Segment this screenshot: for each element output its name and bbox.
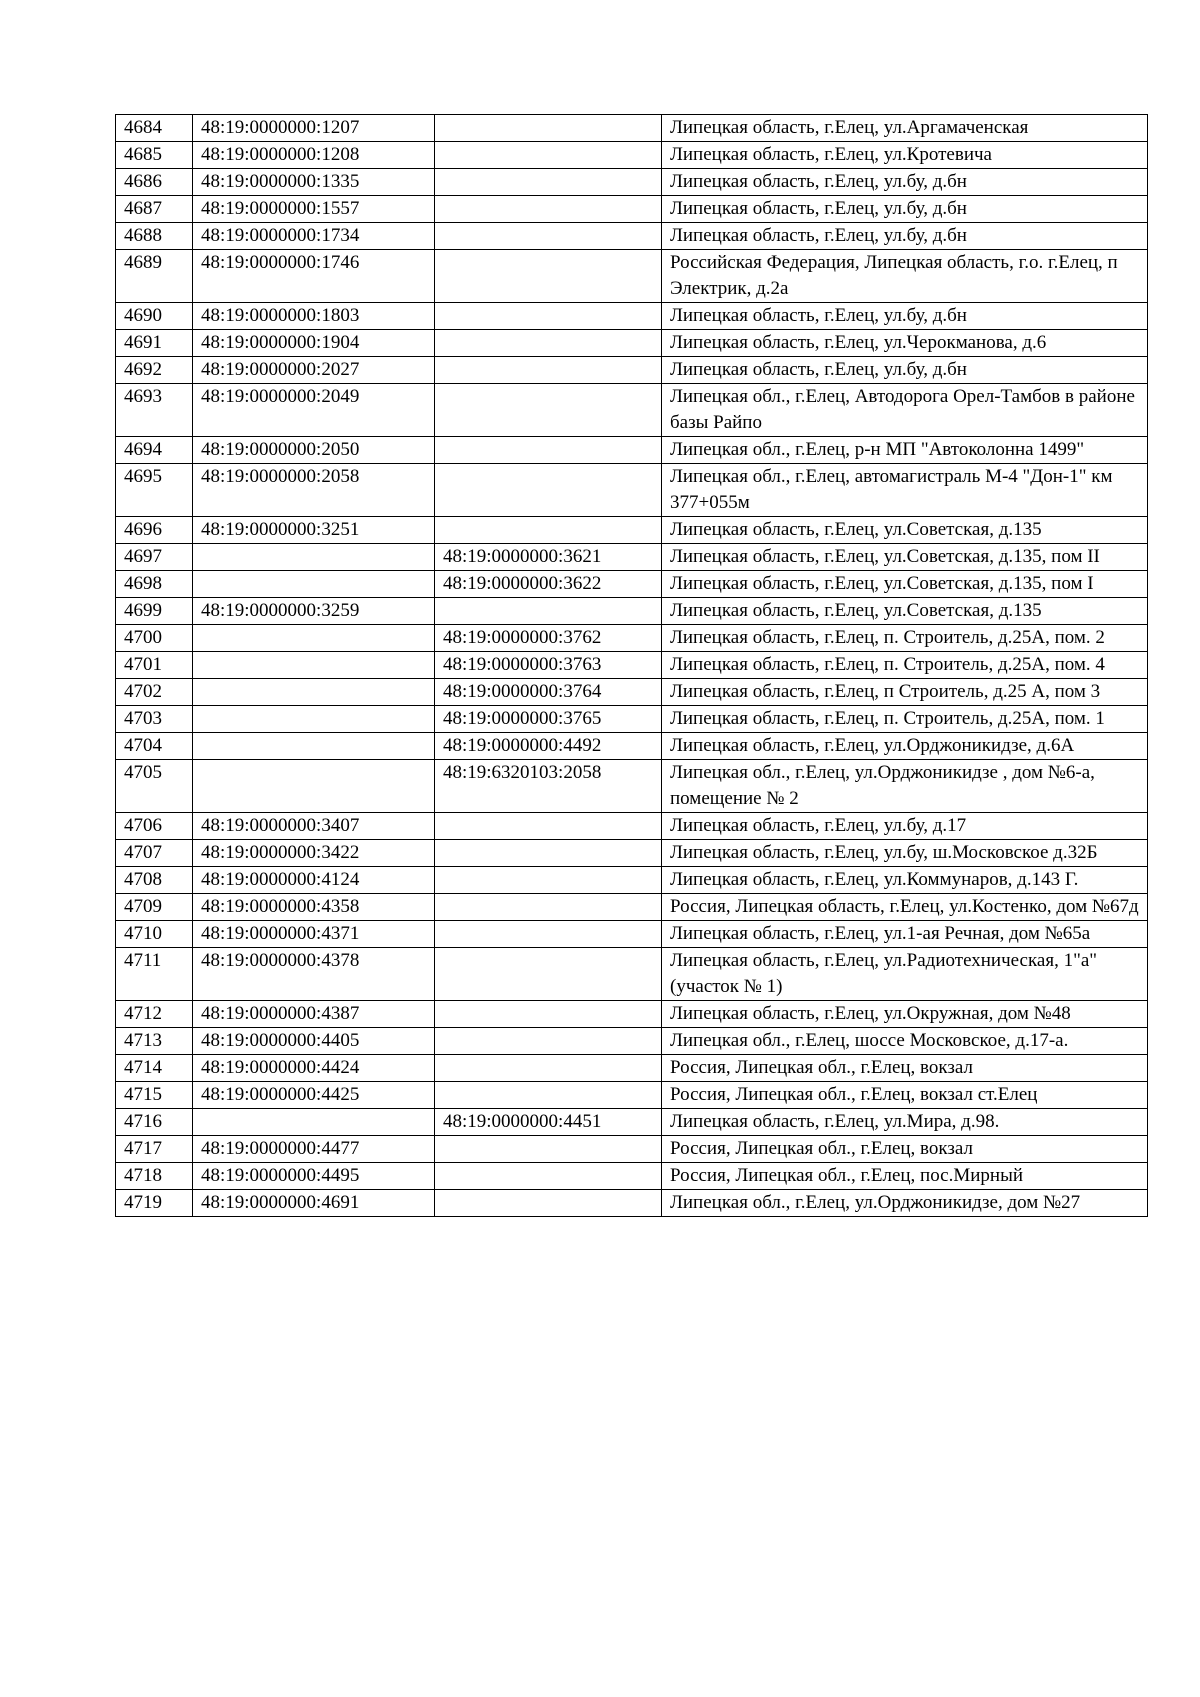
address-cell: Липецкая обл., г.Елец, автомагистраль М-4 "Дон-1" км 377+055м (662, 464, 1148, 517)
premise-cadastral-number-cell (435, 948, 662, 1001)
table-row (116, 706, 1148, 733)
plot-cadastral-number-cell: 48:19:0000000:3407 (193, 813, 435, 840)
table-row (116, 625, 1148, 652)
table-row (116, 142, 1148, 169)
premise-cadastral-number-cell: 48:19:0000000:3765 (435, 706, 662, 733)
plot-cadastral-number-cell: 48:19:0000000:3251 (193, 517, 435, 544)
address-cell: Липецкая обл., г.Елец, р-н МП "Автоколонна 1499" (662, 437, 1148, 464)
row-number-cell: 4709 (116, 894, 193, 921)
address-cell: Липецкая область, г.Елец, ул.бу, д.бн (662, 169, 1148, 196)
table-row (116, 303, 1148, 330)
address-cell: Липецкая область, г.Елец, ул.Окружная, дом №48 (662, 1001, 1148, 1028)
row-number-cell: 4715 (116, 1082, 193, 1109)
table-row (116, 894, 1148, 921)
address-cell: Липецкая область, г.Елец, ул.Мира, д.98. (662, 1109, 1148, 1136)
plot-cadastral-number-cell: 48:19:0000000:4424 (193, 1055, 435, 1082)
premise-cadastral-number-cell: 48:19:0000000:4492 (435, 733, 662, 760)
premise-cadastral-number-cell (435, 840, 662, 867)
plot-cadastral-number-cell: 48:19:0000000:1803 (193, 303, 435, 330)
address-cell: Липецкая область, г.Елец, ул.Советская, д.135, пом I (662, 571, 1148, 598)
premise-cadastral-number-cell (435, 142, 662, 169)
premise-cadastral-number-cell (435, 894, 662, 921)
address-cell: Россия, Липецкая обл., г.Елец, вокзал ст.Елец (662, 1082, 1148, 1109)
row-number-cell: 4708 (116, 867, 193, 894)
premise-cadastral-number-cell (435, 196, 662, 223)
premise-cadastral-number-cell (435, 813, 662, 840)
table-row (116, 571, 1148, 598)
row-number-cell: 4695 (116, 464, 193, 517)
premise-cadastral-number-cell (435, 1190, 662, 1217)
table-row (116, 517, 1148, 544)
premise-cadastral-number-cell: 48:19:0000000:3763 (435, 652, 662, 679)
address-cell: Липецкая область, г.Елец, ул.бу, д.бн (662, 357, 1148, 384)
premise-cadastral-number-cell (435, 867, 662, 894)
address-cell: Липецкая область, г.Елец, ул.Кротевича (662, 142, 1148, 169)
plot-cadastral-number-cell: 48:19:0000000:4477 (193, 1136, 435, 1163)
plot-cadastral-number-cell: 48:19:0000000:4425 (193, 1082, 435, 1109)
plot-cadastral-number-cell (193, 706, 435, 733)
premise-cadastral-number-cell (435, 330, 662, 357)
address-cell: Липецкая область, г.Елец, ул.бу, д.бн (662, 196, 1148, 223)
premise-cadastral-number-cell: 48:19:0000000:3622 (435, 571, 662, 598)
table-row (116, 357, 1148, 384)
row-number-cell: 4705 (116, 760, 193, 813)
row-number-cell: 4685 (116, 142, 193, 169)
premise-cadastral-number-cell (435, 384, 662, 437)
row-number-cell: 4689 (116, 250, 193, 303)
premise-cadastral-number-cell (435, 250, 662, 303)
address-cell: Россия, Липецкая обл., г.Елец, пос.Мирный (662, 1163, 1148, 1190)
address-cell: Липецкая область, г.Елец, ул.1-ая Речная, дом №65а (662, 921, 1148, 948)
premise-cadastral-number-cell (435, 517, 662, 544)
plot-cadastral-number-cell: 48:19:0000000:4691 (193, 1190, 435, 1217)
premise-cadastral-number-cell (435, 1055, 662, 1082)
premise-cadastral-number-cell (435, 1001, 662, 1028)
table-row (116, 921, 1148, 948)
plot-cadastral-number-cell: 48:19:0000000:2050 (193, 437, 435, 464)
table-row (116, 598, 1148, 625)
plot-cadastral-number-cell: 48:19:0000000:4378 (193, 948, 435, 1001)
registry-table-body (116, 115, 1148, 1217)
row-number-cell: 4696 (116, 517, 193, 544)
table-row (116, 1136, 1148, 1163)
table-row (116, 196, 1148, 223)
table-row (116, 1109, 1148, 1136)
row-number-cell: 4703 (116, 706, 193, 733)
row-number-cell: 4686 (116, 169, 193, 196)
address-cell: Липецкая область, г.Елец, ул.Радиотехническая, 1"а" (участок № 1) (662, 948, 1148, 1001)
table-row (116, 1055, 1148, 1082)
row-number-cell: 4706 (116, 813, 193, 840)
address-cell: Липецкая область, г.Елец, ул.Советская, д.135 (662, 517, 1148, 544)
row-number-cell: 4698 (116, 571, 193, 598)
row-number-cell: 4718 (116, 1163, 193, 1190)
premise-cadastral-number-cell (435, 115, 662, 142)
table-row (116, 1082, 1148, 1109)
row-number-cell: 4688 (116, 223, 193, 250)
address-cell: Липецкая область, г.Елец, ул.Аргамаченская (662, 115, 1148, 142)
plot-cadastral-number-cell: 48:19:0000000:1557 (193, 196, 435, 223)
row-number-cell: 4694 (116, 437, 193, 464)
plot-cadastral-number-cell: 48:19:0000000:1746 (193, 250, 435, 303)
row-number-cell: 4714 (116, 1055, 193, 1082)
premise-cadastral-number-cell (435, 169, 662, 196)
premise-cadastral-number-cell (435, 598, 662, 625)
row-number-cell: 4711 (116, 948, 193, 1001)
plot-cadastral-number-cell (193, 625, 435, 652)
address-cell: Липецкая область, г.Елец, ул.бу, д.бн (662, 303, 1148, 330)
plot-cadastral-number-cell: 48:19:0000000:4358 (193, 894, 435, 921)
plot-cadastral-number-cell: 48:19:0000000:2027 (193, 357, 435, 384)
table-row (116, 948, 1148, 1001)
premise-cadastral-number-cell (435, 357, 662, 384)
row-number-cell: 4699 (116, 598, 193, 625)
registry-table (115, 114, 1148, 1217)
premise-cadastral-number-cell (435, 223, 662, 250)
plot-cadastral-number-cell (193, 571, 435, 598)
row-number-cell: 4690 (116, 303, 193, 330)
plot-cadastral-number-cell: 48:19:0000000:4387 (193, 1001, 435, 1028)
premise-cadastral-number-cell: 48:19:0000000:4451 (435, 1109, 662, 1136)
row-number-cell: 4693 (116, 384, 193, 437)
address-cell: Россия, Липецкая обл., г.Елец, вокзал (662, 1055, 1148, 1082)
premise-cadastral-number-cell (435, 921, 662, 948)
address-cell: Россия, Липецкая область, г.Елец, ул.Костенко, дом №67д (662, 894, 1148, 921)
address-cell: Липецкая область, г.Елец, п Строитель, д.25 А, пом 3 (662, 679, 1148, 706)
row-number-cell: 4687 (116, 196, 193, 223)
table-row (116, 464, 1148, 517)
plot-cadastral-number-cell: 48:19:0000000:2049 (193, 384, 435, 437)
premise-cadastral-number-cell: 48:19:0000000:3764 (435, 679, 662, 706)
plot-cadastral-number-cell (193, 1109, 435, 1136)
address-cell: Липецкая область, г.Елец, ул.Советская, д.135 (662, 598, 1148, 625)
plot-cadastral-number-cell: 48:19:0000000:1904 (193, 330, 435, 357)
row-number-cell: 4717 (116, 1136, 193, 1163)
address-cell: Липецкая обл., г.Елец, шоссе Московское, д.17-а. (662, 1028, 1148, 1055)
plot-cadastral-number-cell: 48:19:0000000:3259 (193, 598, 435, 625)
address-cell: Липецкая область, г.Елец, п. Строитель, д.25А, пом. 1 (662, 706, 1148, 733)
plot-cadastral-number-cell: 48:19:0000000:4405 (193, 1028, 435, 1055)
table-row (116, 437, 1148, 464)
premise-cadastral-number-cell: 48:19:0000000:3762 (435, 625, 662, 652)
plot-cadastral-number-cell: 48:19:0000000:1208 (193, 142, 435, 169)
plot-cadastral-number-cell: 48:19:0000000:4371 (193, 921, 435, 948)
address-cell: Липецкая область, г.Елец, ул.бу, д.17 (662, 813, 1148, 840)
table-row (116, 813, 1148, 840)
row-number-cell: 4716 (116, 1109, 193, 1136)
table-row (116, 840, 1148, 867)
table-row (116, 115, 1148, 142)
address-cell: Липецкая область, г.Елец, п. Строитель, д.25А, пом. 4 (662, 652, 1148, 679)
address-cell: Липецкая область, г.Елец, ул.Коммунаров, д.143 Г. (662, 867, 1148, 894)
premise-cadastral-number-cell (435, 464, 662, 517)
address-cell: Липецкая обл., г.Елец, Автодорога Орел-Тамбов в районе базы Райпо (662, 384, 1148, 437)
table-row (116, 867, 1148, 894)
plot-cadastral-number-cell: 48:19:0000000:4124 (193, 867, 435, 894)
plot-cadastral-number-cell: 48:19:0000000:1734 (193, 223, 435, 250)
table-row (116, 330, 1148, 357)
row-number-cell: 4707 (116, 840, 193, 867)
plot-cadastral-number-cell (193, 679, 435, 706)
premise-cadastral-number-cell (435, 1082, 662, 1109)
premise-cadastral-number-cell (435, 303, 662, 330)
premise-cadastral-number-cell (435, 1028, 662, 1055)
address-cell: Липецкая обл., г.Елец, ул.Орджоникидзе , дом №6-а, помещение № 2 (662, 760, 1148, 813)
premise-cadastral-number-cell (435, 1163, 662, 1190)
row-number-cell: 4710 (116, 921, 193, 948)
row-number-cell: 4697 (116, 544, 193, 571)
plot-cadastral-number-cell: 48:19:0000000:1207 (193, 115, 435, 142)
table-row (116, 733, 1148, 760)
address-cell: Российская Федерация, Липецкая область, г.о. г.Елец, п Электрик, д.2а (662, 250, 1148, 303)
plot-cadastral-number-cell: 48:19:0000000:1335 (193, 169, 435, 196)
plot-cadastral-number-cell: 48:19:0000000:2058 (193, 464, 435, 517)
premise-cadastral-number-cell (435, 437, 662, 464)
table-row (116, 679, 1148, 706)
premise-cadastral-number-cell (435, 1136, 662, 1163)
row-number-cell: 4702 (116, 679, 193, 706)
table-row (116, 250, 1148, 303)
table-row (116, 1163, 1148, 1190)
address-cell: Липецкая обл., г.Елец, ул.Орджоникидзе, дом №27 (662, 1190, 1148, 1217)
address-cell: Россия, Липецкая обл., г.Елец, вокзал (662, 1136, 1148, 1163)
premise-cadastral-number-cell: 48:19:6320103:2058 (435, 760, 662, 813)
table-row (116, 652, 1148, 679)
table-row (116, 760, 1148, 813)
table-row (116, 544, 1148, 571)
row-number-cell: 4692 (116, 357, 193, 384)
plot-cadastral-number-cell: 48:19:0000000:4495 (193, 1163, 435, 1190)
table-row (116, 169, 1148, 196)
address-cell: Липецкая область, г.Елец, п. Строитель, д.25А, пом. 2 (662, 625, 1148, 652)
table-row (116, 223, 1148, 250)
plot-cadastral-number-cell (193, 652, 435, 679)
row-number-cell: 4691 (116, 330, 193, 357)
plot-cadastral-number-cell (193, 760, 435, 813)
table-row (116, 1028, 1148, 1055)
address-cell: Липецкая область, г.Елец, ул.бу, ш.Московское д.32Б (662, 840, 1148, 867)
address-cell: Липецкая область, г.Елец, ул.бу, д.бн (662, 223, 1148, 250)
row-number-cell: 4700 (116, 625, 193, 652)
row-number-cell: 4704 (116, 733, 193, 760)
table-row (116, 1001, 1148, 1028)
row-number-cell: 4719 (116, 1190, 193, 1217)
premise-cadastral-number-cell: 48:19:0000000:3621 (435, 544, 662, 571)
table-row (116, 384, 1148, 437)
row-number-cell: 4712 (116, 1001, 193, 1028)
plot-cadastral-number-cell: 48:19:0000000:3422 (193, 840, 435, 867)
table-row (116, 1190, 1148, 1217)
plot-cadastral-number-cell (193, 733, 435, 760)
address-cell: Липецкая область, г.Елец, ул.Черокманова, д.6 (662, 330, 1148, 357)
row-number-cell: 4713 (116, 1028, 193, 1055)
address-cell: Липецкая область, г.Елец, ул.Советская, д.135, пом II (662, 544, 1148, 571)
row-number-cell: 4701 (116, 652, 193, 679)
plot-cadastral-number-cell (193, 544, 435, 571)
row-number-cell: 4684 (116, 115, 193, 142)
address-cell: Липецкая область, г.Елец, ул.Орджоникидзе, д.6А (662, 733, 1148, 760)
